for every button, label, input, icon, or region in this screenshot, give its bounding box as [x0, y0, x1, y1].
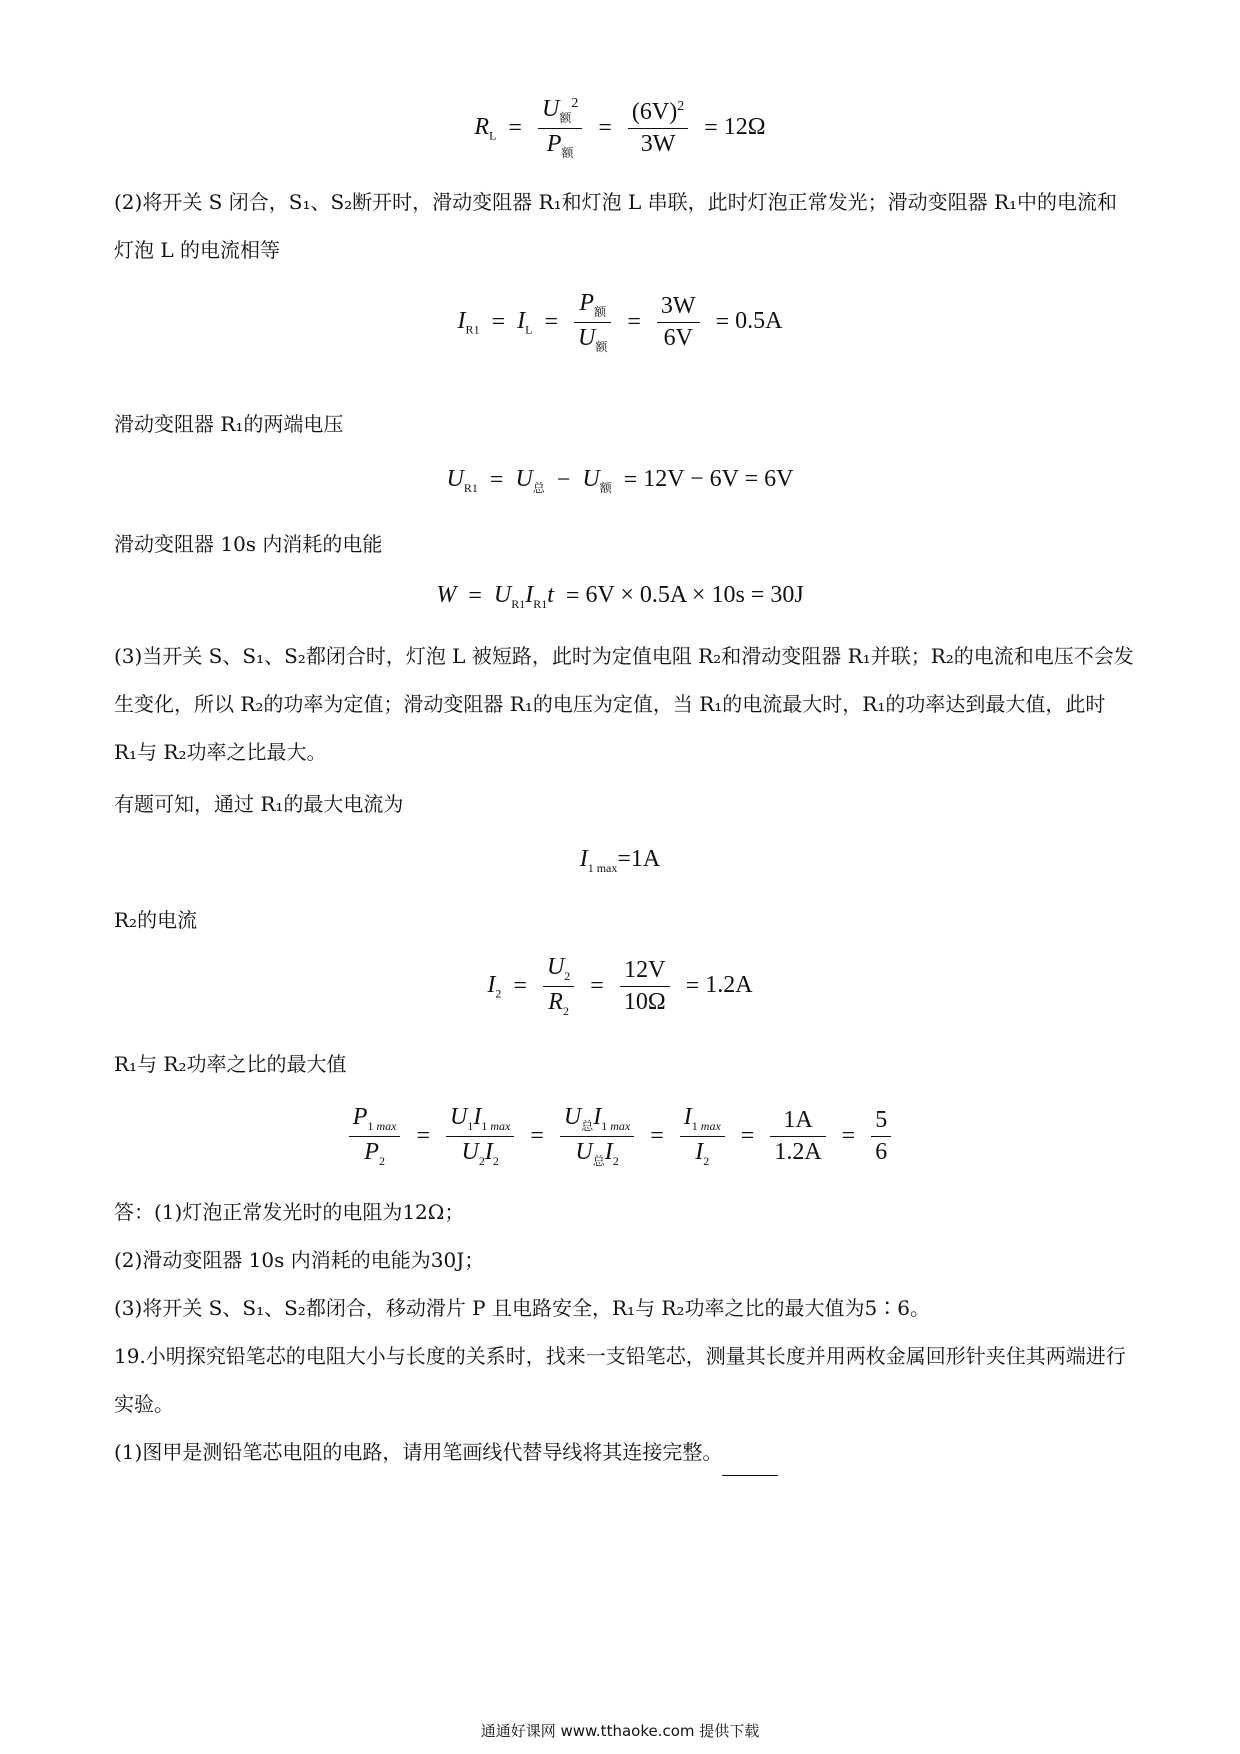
var-i: I [579, 846, 588, 872]
num-1a: 1A [770, 1107, 825, 1137]
sup-2: 2 [677, 98, 685, 114]
var-t: t [547, 582, 554, 608]
var-p: P [546, 130, 562, 157]
sub-e: 额 [599, 480, 612, 495]
var-i: I [683, 1104, 692, 1130]
sub-max: max [490, 1118, 511, 1133]
den-10ohm: 10Ω [623, 988, 666, 1015]
result-12a: 1.2A [705, 971, 753, 998]
fraction-i1-i2 [680, 1104, 725, 1169]
var-u: U [461, 1138, 479, 1165]
paragraph-energy: 滑动变阻器 10s 内消耗的电能 [114, 532, 383, 556]
sub-2: 2 [378, 1153, 385, 1168]
sub-r: R [465, 322, 474, 337]
sub-1: 1 [691, 1118, 698, 1133]
fraction-1a-12a [770, 1107, 825, 1166]
sup-2: 2 [571, 96, 579, 111]
sub-1: 1 [367, 1118, 374, 1133]
formula-voltage: $U_{R1} = U_总 - U_额 = 12V - 6V = 6V$ [446, 466, 794, 495]
sub-2: 2 [495, 986, 502, 1001]
var-u: U [578, 324, 596, 351]
fraction-u-p [538, 96, 582, 161]
sub-r: R [511, 596, 520, 611]
formula-rl: $R_L$ = $\frac{U_额^2}{P_额}$ = $\frac{(6V)^2}{3W}$ = 12Ω [474, 96, 766, 160]
sub-1: 1 [519, 596, 526, 611]
answer-2: (2)滑动变阻器 10s 内消耗的电能为30J； [114, 1248, 485, 1272]
var-i: I [484, 1138, 493, 1165]
voltage-value: 12V − 6V = 6V [643, 466, 794, 492]
sub-1: 1 [473, 322, 480, 337]
sub-zong: 总 [592, 1153, 605, 1168]
fraction-3w-6v [657, 293, 700, 352]
den-12a: 1.2A [774, 1138, 822, 1165]
var-u: U [446, 466, 464, 492]
var-i: I [487, 971, 496, 998]
sub-1: 1 [541, 596, 548, 611]
answer-1: 答：(1)灯泡正常发光时的电阻为12Ω； [114, 1200, 465, 1224]
formula-current: $I_{R1} = I_L$ = $\frac{P_额}{U_额}$ = $\frac{3W}{6V}$ = 0.5A [457, 290, 783, 354]
den-6v: 6V [663, 324, 693, 351]
var-i: I [695, 1138, 704, 1165]
sub-2: 2 [612, 1153, 619, 1168]
sub-l: L [489, 128, 497, 143]
num-3w: 3W [657, 293, 700, 323]
paragraph-r2-current: R₂的电流 [114, 908, 198, 932]
paragraph-part2: (2)将开关 S 闭合，S₁、S₂断开时，滑动变阻器 R₁和灯泡 L 串联，此时灯泡正常发光；滑动变阻器 R₁中的电流和灯泡 L 的电流相等 [114, 190, 1118, 262]
paragraph-part3: (3)当开关 S、S₁、S₂都闭合时，灯泡 L 被短路，此时为定值电阻 R₂和滑动变阻器 R₁并联；R₂的电流和电压不会发生变化，所以 R₂的功率为定值；滑动变阻器 R₁的电压为定值，当 R₁的电流最大时，R₁的功率达到最大值，此时 R₁与 R₂功率之比最大。 [114, 644, 1134, 764]
var-u: U [546, 954, 565, 980]
fraction-u1i1-u2i2 [446, 1104, 514, 1169]
den-3w: 3W [640, 130, 676, 157]
var-r: R [548, 988, 563, 1015]
formula-i2: $I_2$ = $\frac{U_2}{R_2}$ = $\frac{12V}{10\Omega}$ = 1.2A [487, 954, 753, 1018]
i1max-value: =1A [617, 846, 661, 872]
question-19-part1 [114, 1428, 1134, 1476]
formula-energy: $W = U_{R1}I_{R1}t = 6V \times 0.5A \times 10s = 30J$ [436, 582, 804, 611]
var-u: U [541, 96, 560, 122]
var-u: U [515, 466, 533, 492]
sub-2: 2 [564, 968, 571, 983]
fraction-p1-p2 [349, 1104, 401, 1169]
var-i: I [593, 1104, 602, 1130]
paragraph-known: 有题可知，通过 R₁的最大电流为 [114, 792, 404, 816]
sub-r: R [533, 596, 542, 611]
var-p: P [579, 290, 594, 316]
fraction-p-u [574, 290, 611, 355]
result-12ohm: 12Ω [723, 113, 766, 140]
var-i: I [525, 582, 534, 608]
var-p: P [364, 1138, 379, 1165]
sub-1max: 1 max [587, 860, 618, 875]
sub-2: 2 [703, 1153, 710, 1168]
var-i: I [604, 1138, 613, 1165]
question-19-part1-text: (1)图甲是测铅笔芯电阻的电路，请用笔画线代替导线将其连接完整。 [114, 1440, 723, 1464]
sub-e: 额 [561, 145, 574, 160]
fraction-uzong [560, 1104, 634, 1169]
sub-max: max [700, 1118, 721, 1133]
var-w: W [436, 582, 457, 608]
sub-1: 1 [601, 1118, 608, 1133]
sub-1: 1 [467, 1118, 474, 1133]
sub-e: 额 [595, 339, 608, 354]
sub-max: max [610, 1118, 631, 1133]
den-6: 6 [875, 1138, 888, 1165]
sub-zong: 总 [581, 1118, 594, 1133]
answer-3: (3)将开关 S、S₁、S₂都闭合，移动滑片 P 且电路安全，R₁与 R₂功率之比的最大值为5∶6。 [114, 1296, 930, 1320]
fraction-u2-r2 [543, 954, 574, 1019]
var-i: I [457, 307, 466, 334]
var-u: U [493, 582, 512, 608]
sub-1: 1 [481, 1118, 488, 1133]
sub-e: 额 [594, 304, 607, 319]
energy-value: 6V × 0.5A × 10s = 30J [585, 582, 804, 608]
sub-2: 2 [562, 1003, 569, 1018]
var-u: U [563, 1104, 582, 1130]
fraction-6v-3w [628, 99, 688, 158]
var-i: I [517, 307, 526, 334]
sub-2: 2 [478, 1153, 485, 1168]
num-6v: (6V) [631, 98, 678, 125]
var-u: U [582, 466, 600, 492]
sub-1: 1 [471, 480, 478, 495]
result-05a: 0.5A [735, 307, 783, 334]
sub-2: 2 [492, 1153, 499, 1168]
fraction-12v-10ohm [620, 957, 670, 1016]
fraction-5-6 [871, 1107, 891, 1166]
num-12v: 12V [620, 957, 670, 987]
answer-blank[interactable] [722, 1453, 778, 1476]
sub-zong: 总 [532, 480, 545, 495]
var-r: R [474, 113, 490, 140]
sub-r: R [463, 480, 472, 495]
formula-ratio: $\frac{P_{1 max}}{P_2}$ = $\frac{U_1I_{1 max}}{U_2I_2}$ = $\frac{U_总I_{1 max}}{U_总I_2}$ = $\frac{I_{1 max}}{I_2}$ = $\frac{1A}{1.2A}$ = $\frac{5}{6}$ [0, 1104, 1240, 1169]
page-footer: 通通好课网 www.tthaoke.com 提供下载 [480, 1722, 760, 1740]
paragraph-ratio: R₁与 R₂功率之比的最大值 [114, 1052, 347, 1076]
var-u: U [575, 1138, 593, 1165]
var-p: P [352, 1104, 368, 1130]
var-i: I [473, 1104, 482, 1130]
num-5: 5 [871, 1107, 891, 1137]
paragraph-r1-voltage: 滑动变阻器 R₁的两端电压 [114, 412, 344, 436]
var-u: U [449, 1104, 468, 1130]
question-19: 19.小明探究铅笔芯的电阻大小与长度的关系时，找来一支铅笔芯，测量其长度并用两枚金属回形针夹住其两端进行实验。 [114, 1344, 1126, 1416]
sub-max: max [376, 1118, 397, 1133]
sub-e: 额 [559, 110, 572, 125]
sub-l: L [525, 322, 533, 337]
formula-i1max [0, 846, 1240, 876]
